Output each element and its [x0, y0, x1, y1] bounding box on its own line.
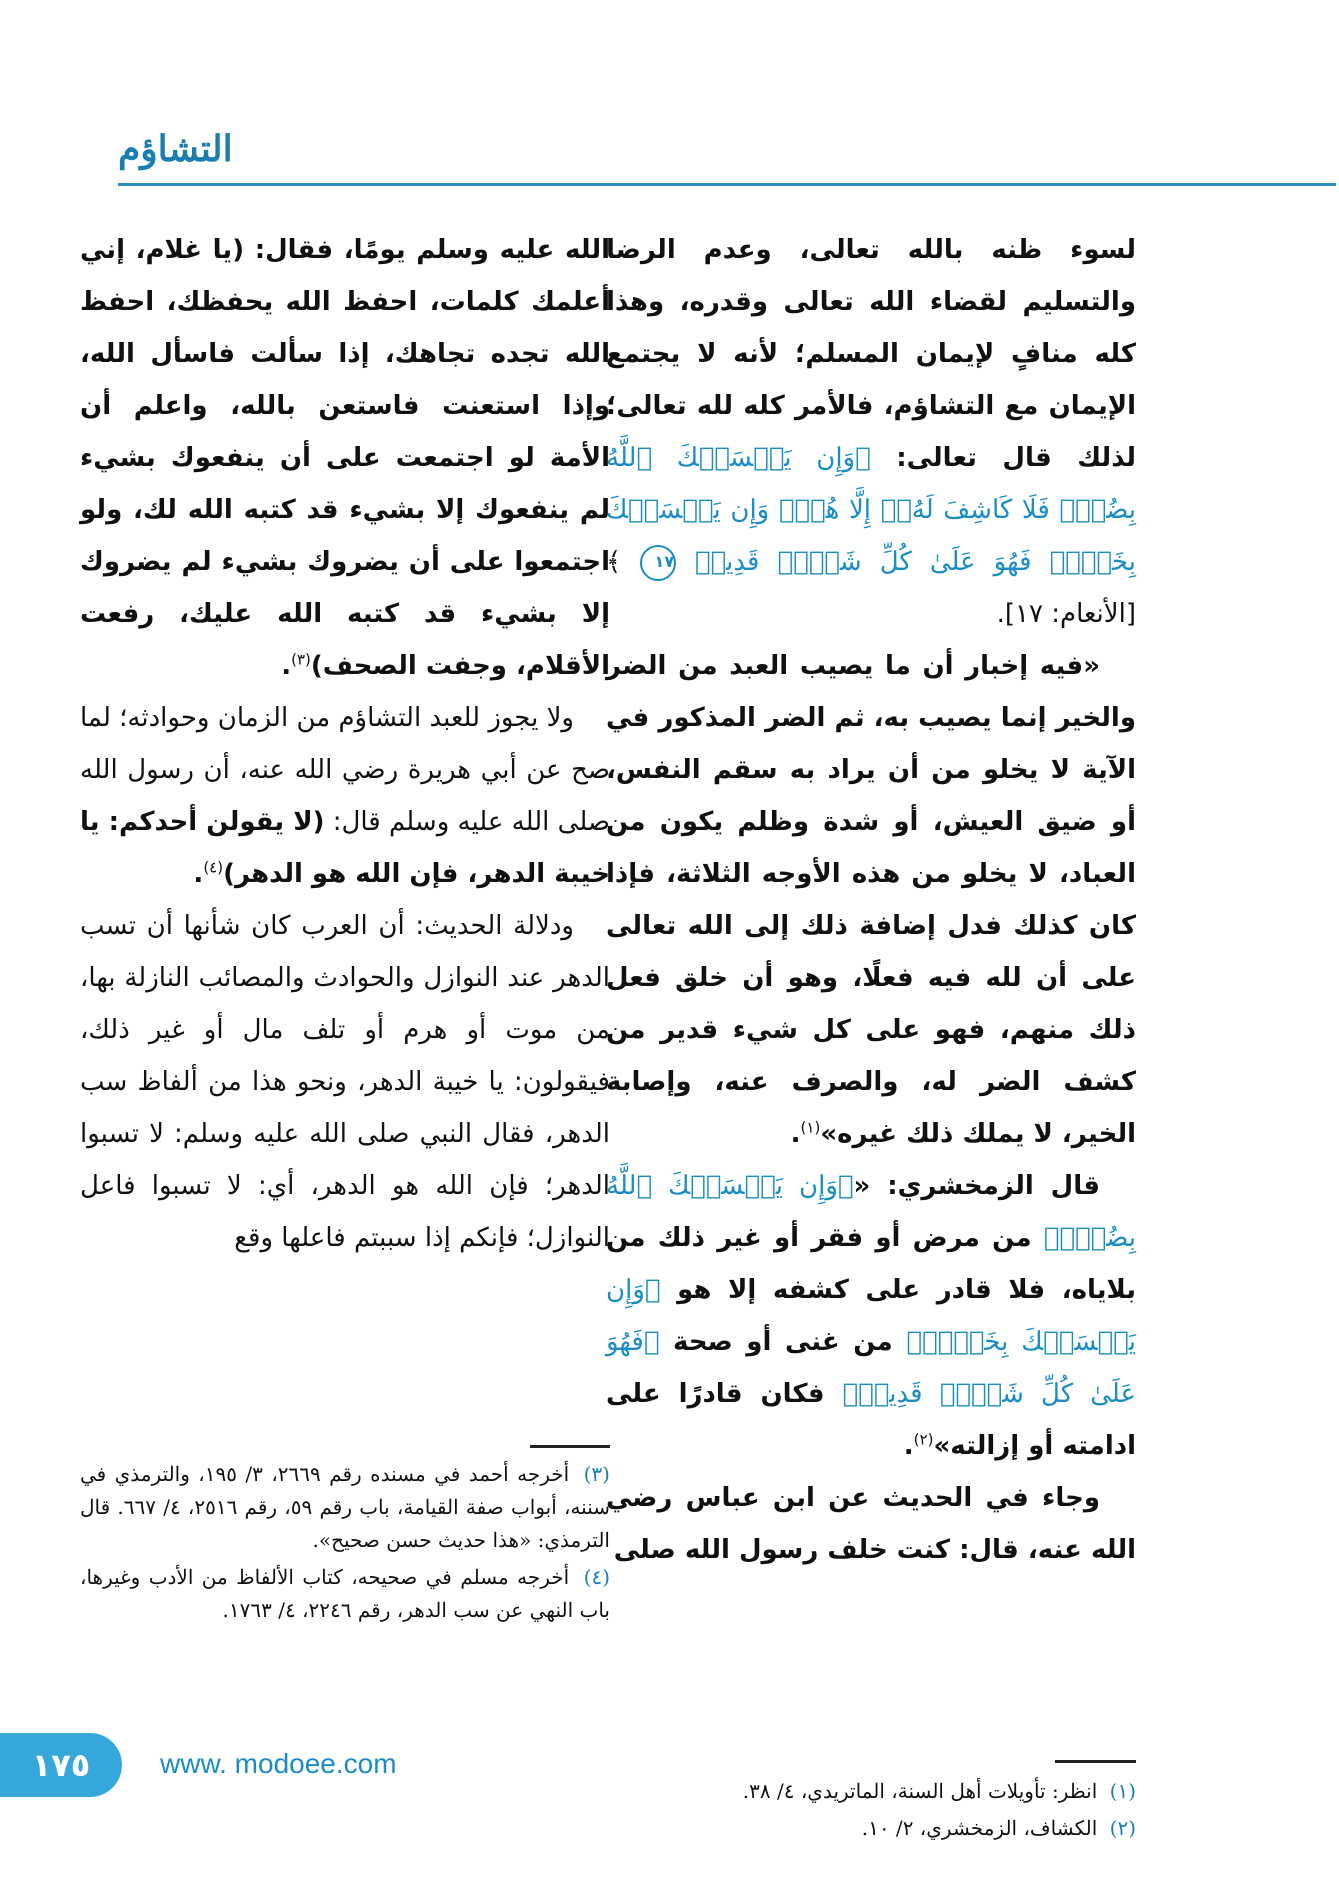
quran-verse: ﴿وَإِن يَمۡسَسۡكَ ٱللَّهُ بِضُرّٖ فَلَا كَاشِفَ لَهُۥٓ إِلَّا هُوَۖ وَإِن يَمۡسَسۡكَ بِخَيۡرٖ فَهُوَ عَلَىٰ كُلِّ شَيۡءٖ قَدِيرٞ — [606, 443, 1136, 577]
footnote — [80, 1458, 610, 1557]
ayah-number-icon: ١٧ — [640, 545, 676, 581]
website-link[interactable]: www. modoee.com — [160, 1748, 397, 1779]
footnote-number: (٣) — [583, 1462, 610, 1486]
footnote-marker[interactable]: (١) — [800, 1118, 821, 1137]
quran-verse: ﴿فَهُوَ عَلَىٰ كُلِّ شَيۡءٖ قَدِيرٞ﴾ — [606, 1327, 1136, 1409]
footnote-divider — [1055, 1760, 1136, 1763]
footnote-number: (٤) — [583, 1565, 611, 1589]
footnote-marker[interactable]: (٤) — [203, 858, 224, 877]
footnotes-left — [80, 1458, 610, 1631]
footnote-text: الكشاف، الزمخشري، ٢/ ١٠. — [861, 1816, 1098, 1840]
page-title: التشاؤم — [118, 128, 233, 170]
page-number: ١٧٥ — [0, 1733, 122, 1797]
header-divider — [118, 183, 1336, 186]
paragraph-text: «فيه إخبار أن ما يصيب العبد من الضر والخير إنما يصيب به، ثم الضر المذكور في الآية لا يخلو من أن يراد به سقم النفس، أو ضيق العيش، أو شدة وظلم يكون من العباد، لا يخلو من هذه الأوجه الثلاثة، فإذا كان كذلك فدل إضافة ذلك إلى الله تعالى على أن لله فيه فعلًا، وهو أن خلق فعل ذلك منهم، فهو على كل شيء قدير من كشف الضر له، والصرف عنه، وإصابة الخير، لا يملك ذلك غيره» — [606, 651, 1136, 1149]
paragraph-text: فكان قادرًا على ادامته أو إزالته» — [606, 1379, 1136, 1461]
paragraph: ولا يجوز للعبد التشاؤم من الزمان وحوادثه؛ لما صح عن أبي هريرة رضي الله عنه، أن رسول الله صلى الله عليه وسلم قال: (لا يقولن أحدكم: يا خيبة الدهر، فإن الله هو الدهر)$^{(٤)}$. — [80, 703, 611, 889]
footnote — [606, 1775, 1136, 1808]
footnote-text: أخرجه أحمد في مسنده رقم ٢٦٦٩، ٣/ ١٩٥، والترمذي في سننه، أبواب صفة القيامة، باب رقم ٥٩، رقم ٢٥١٦، ٤/ ٦٦٧. قال الترمذي: «هذا حديث حسن صحيح». — [80, 1462, 610, 1552]
paragraph — [80, 900, 610, 1264]
right-column — [606, 224, 1136, 1576]
footnote-text: أخرجه مسلم في صحيحه، كتاب الألفاظ من الأدب وغيرها، باب النهي عن سب الدهر، رقم ٢٢٤٦، ٤/ ١٧٦٣. — [80, 1565, 610, 1622]
footnote — [80, 1561, 610, 1627]
footnotes-right — [606, 1775, 1136, 1849]
paragraph: الله عليه وسلم يومًا، فقال: (يا غلام، إني أعلمك كلمات، احفظ الله يحفظك، احفظ الله تجده تجاهك، إذا سألت فاسأل الله، وإذا استعنت فاستعن بالله، واعلم أن الأمة لو اجتمعت على أن ينفعوك بشيء لم ينفعوك إلا بشيء قد كتبه الله لك، ولو اجتمعوا على أن يضروك بشيء لم يضروك إلا بشيء قد كتبه الله عليك، رفعت الأقلام، وجفت الصحف)$^{(٣)}$. — [80, 235, 610, 681]
paragraph-text: من غنى أو صحة — [659, 1327, 907, 1357]
paragraph — [606, 224, 1136, 640]
footnote-marker[interactable]: (٣) — [291, 650, 311, 669]
paragraph: قال الزمخشري: «﴿وَإِن يَمۡسَسۡكَ ٱللَّهُ بِضُرّٖ﴾ من مرض أو فقر أو غير ذلك من بلاياه، فلا قادر على كشفه إلا هو ﴿وَإِن يَمۡسَسۡكَ بِخَيۡرٖ﴾ من غنى أو صحة ﴿فَهُوَ عَلَىٰ كُلِّ شَيۡءٖ قَدِيرٞ﴾ فكان قادرًا على ادامته أو إزالته»$^{(٢)}$. — [606, 1171, 1136, 1461]
paragraph-text: ولا يجوز للعبد التشاؤم من الزمان وحوادثه؛ لما صح عن أبي هريرة رضي الله عنه، أن رسول الله صلى الله عليه وسلم قال: — [80, 703, 611, 837]
footnote-text: انظر: تأويلات أهل السنة، الماتريدي، ٤/ ٣٨. — [742, 1779, 1098, 1803]
verse-reference: ﴾ [الأنعام: ١٧]. — [606, 547, 1136, 629]
paragraph-text: قال الزمخشري: « — [853, 1171, 1100, 1201]
footnote-number: (١) — [1109, 1779, 1136, 1803]
hadith-text: (لا يقولن أحدكم: يا خيبة الدهر، فإن الله هو الدهر) — [80, 807, 610, 889]
quran-verse: ﴿وَإِن يَمۡسَسۡكَ بِخَيۡرٖ﴾ — [606, 1275, 1136, 1357]
footnote-marker[interactable]: (٢) — [913, 1430, 934, 1449]
paragraph-text: وجاء في الحديث عن ابن عباس رضي الله عنه، قال: كنت خلف رسول الله صلى — [606, 1483, 1136, 1565]
paragraph — [606, 1472, 1136, 1576]
footnote — [606, 1812, 1136, 1845]
paragraph-text: من مرض أو فقر أو غير ذلك من بلاياه، فلا قادر على كشفه إلا هو — [606, 1223, 1136, 1305]
paragraph-text: لسوء ظنه بالله تعالى، وعدم الرضا والتسليم لقضاء الله تعالى وقدره، وهذا كله منافٍ لإيمان المسلم؛ لأنه لا يجتمع الإيمان مع التشاؤم، فالأمر كله لله تعالى؛ لذلك قال تعالى: — [606, 235, 1136, 473]
paragraph: «فيه إخبار أن ما يصيب العبد من الضر والخير إنما يصيب به، ثم الضر المذكور في الآية لا يخلو من أن يراد به سقم النفس، أو ضيق العيش، أو شدة وظلم يكون من العباد، لا يخلو من هذه الأوجه الثلاثة، فإذا كان كذلك فدل إضافة ذلك إلى الله تعالى على أن لله فيه فعلًا، وهو أن خلق فعل ذلك منهم، فهو على كل شيء قدير من كشف الضر له، والصرف عنه، وإصابة الخير، لا يملك ذلك غيره»$^{(١)}$. — [606, 651, 1136, 1149]
left-column — [80, 224, 610, 1264]
paragraph-text: الله عليه وسلم يومًا، فقال: (يا غلام، إني أعلمك كلمات، احفظ الله يحفظك، احفظ الله تجده تجاهك، إذا سألت فاسأل الله، وإذا استعنت فاستعن بالله، واعلم أن الأمة لو اجتمعت على أن ينفعوك بشيء لم ينفعوك إلا بشيء قد كتبه الله لك، ولو اجتمعوا على أن يضروك بشيء لم يضروك إلا بشيء قد كتبه الله عليك، رفعت الأقلام، وجفت الصحف) — [80, 235, 610, 681]
paragraph-text: ودلالة الحديث: أن العرب كان شأنها أن تسب الدهر عند النوازل والحوادث والمصائب النازلة بها، من موت أو هرم أو تلف مال أو غير ذلك، فيقولون: يا خيبة الدهر، ونحو هذا من ألفاظ سب الدهر، فقال النبي صلى الله عليه وسلم: لا تسبوا الدهر؛ فإن الله هو الدهر، أي: لا تسبوا فاعل النوازل؛ فإنكم إذا سببتم فاعلها وقع — [80, 911, 610, 1253]
quran-verse: ﴿وَإِن يَمۡسَسۡكَ ٱللَّهُ بِضُرّٖ﴾ — [606, 1171, 1136, 1253]
footnote-divider — [530, 1445, 610, 1448]
footnote-number: (٢) — [1109, 1816, 1136, 1840]
